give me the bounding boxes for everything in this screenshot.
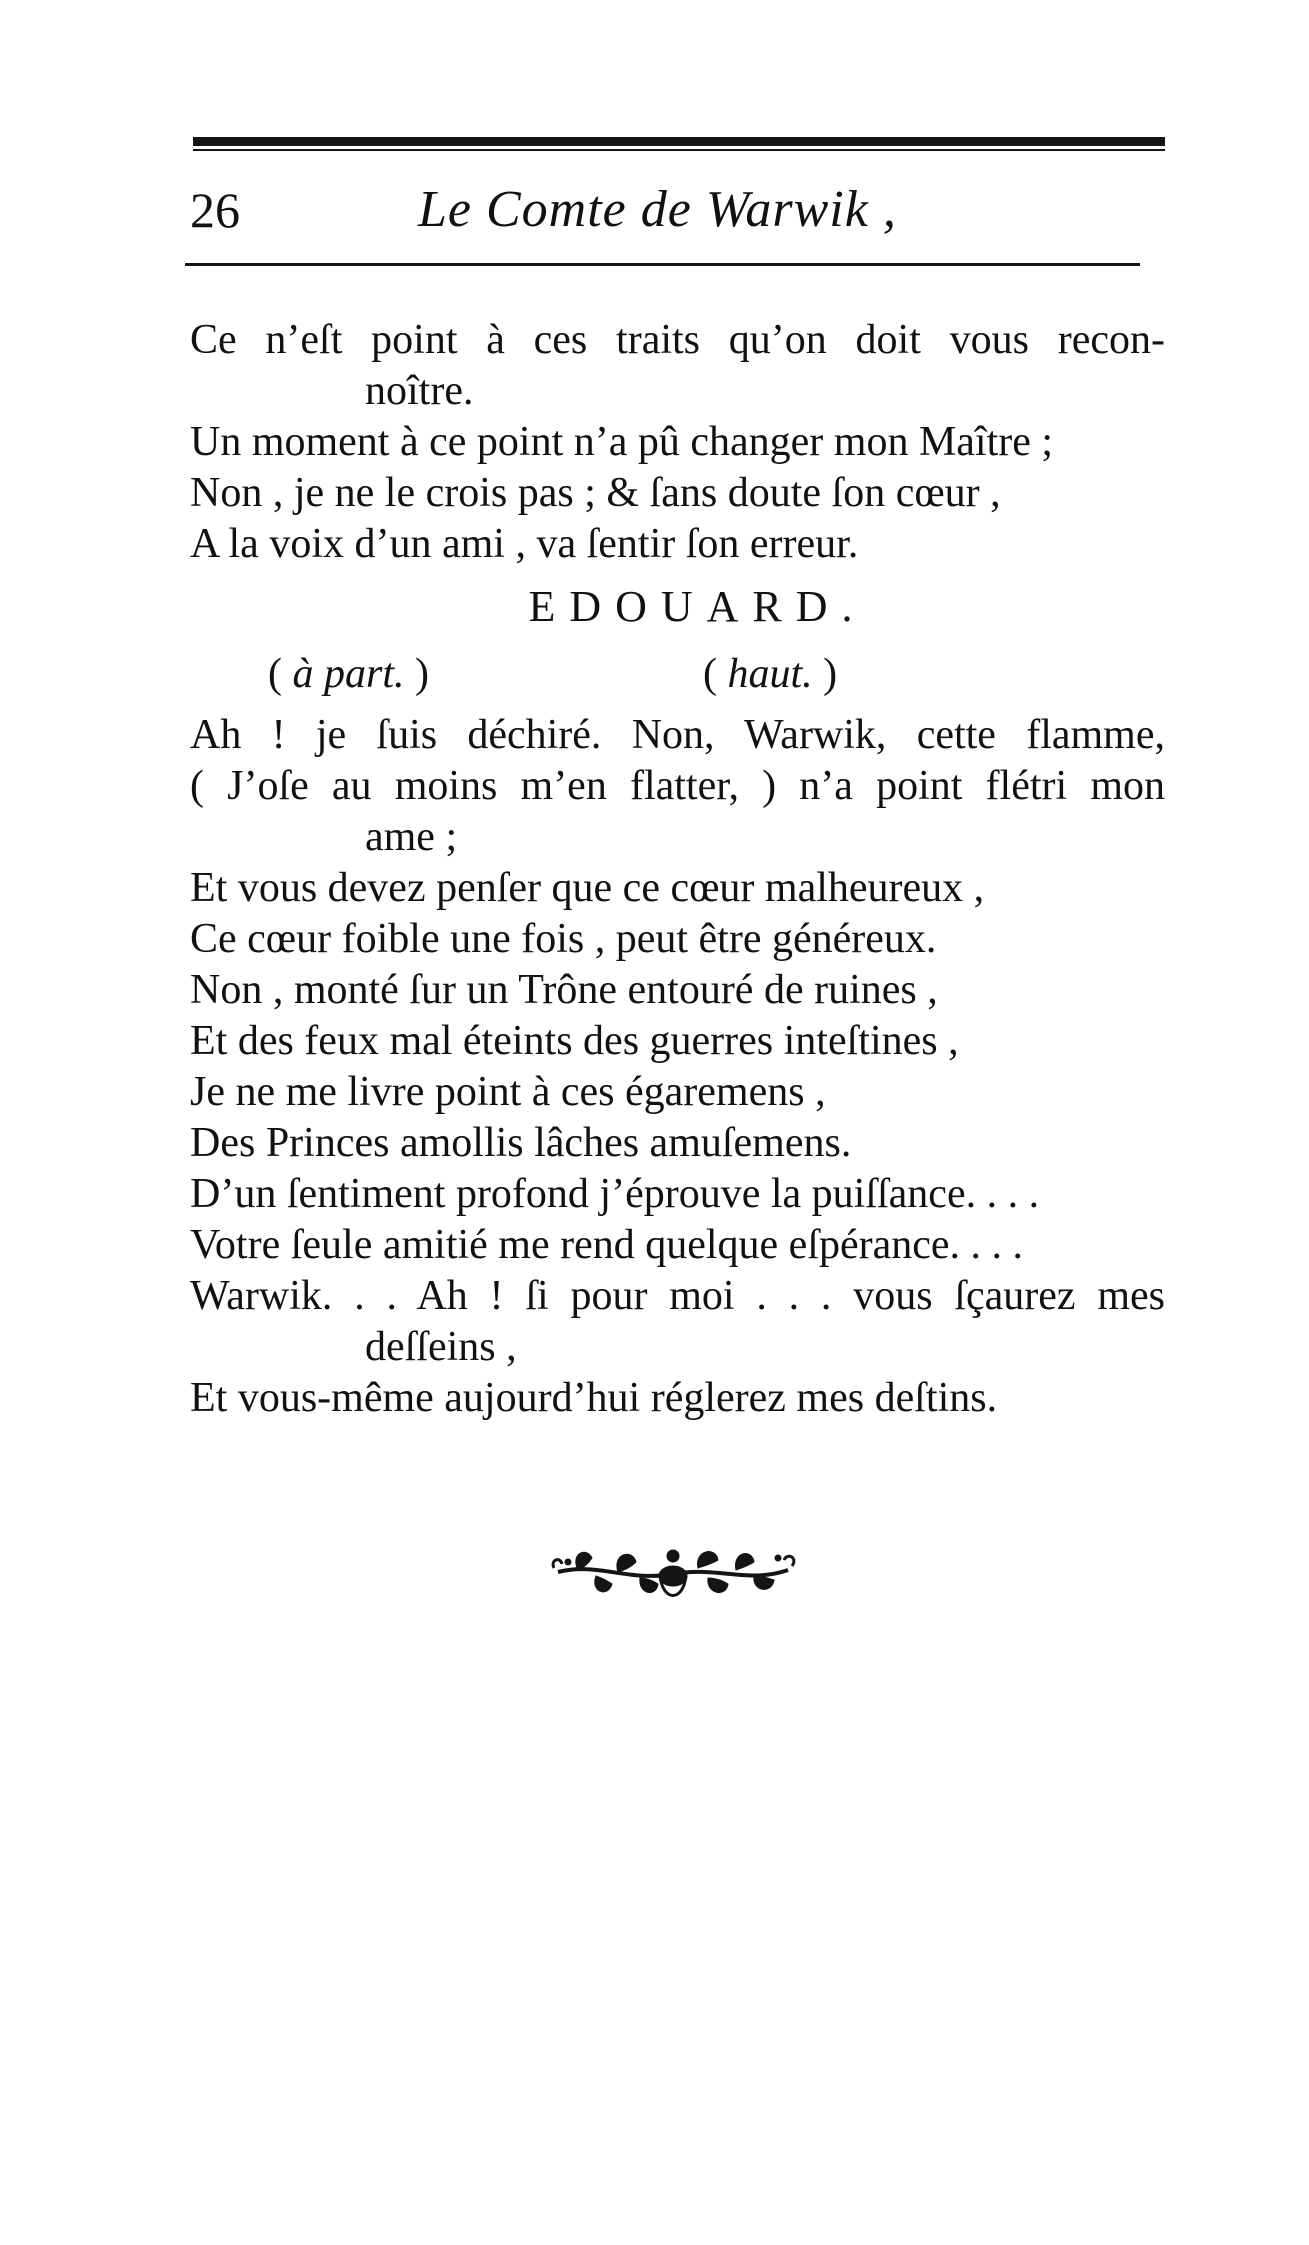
verse-line-continuation: noître. [365, 368, 474, 414]
speaker-name: EDOUARD. [528, 582, 867, 631]
page-number: 26 [190, 182, 240, 238]
header-rule-bottom [185, 263, 1140, 266]
verse-line: Et des feux mal éteints des guerres inteſtines , [190, 1018, 959, 1064]
floral-ornament-icon [548, 1532, 798, 1612]
stage-direction-aloud: ( haut. ) [703, 651, 838, 697]
verse-line: Un moment à ce point n’a pû changer mon Maître ; [190, 419, 1054, 465]
verse-line: Des Princes amollis lâches amuſemens. [190, 1120, 852, 1166]
verse-line: Non , je ne le crois pas ; & ſans doute ſon cœur , [190, 470, 1001, 516]
verse-line: Non , monté ſur un Trône entouré de ruines , [190, 967, 938, 1013]
verse-line: Et vous-même aujourd’hui réglerez mes deſtins. [190, 1375, 998, 1421]
header-rule-thin [193, 149, 1165, 151]
stage-direction-aside: ( à part. ) [268, 651, 430, 697]
running-head [190, 180, 1150, 240]
verse-line: ( J’oſe au moins m’en flatter, ) n’a point flétri mon [190, 763, 1165, 809]
verse-line: Ce cœur foible une fois , peut être généreux. [190, 916, 937, 962]
header-rule-thick [193, 137, 1165, 146]
verse-line: Je ne me livre point à ces égaremens , [190, 1069, 826, 1115]
verse-line: Ah ! je ſuis déchiré. Non, Warwik, cette flamme, [190, 712, 1165, 758]
verse-line: Warwik. . . Ah ! ſi pour moi . . . vous ſçaurez mes [190, 1273, 1165, 1319]
running-title: Le Comte de Warwik , [418, 181, 897, 238]
verse-line: A la voix d’un ami , va ſentir ſon erreur. [190, 521, 859, 567]
verse-line-continuation: ame ; [365, 814, 458, 860]
verse-line: D’un ſentiment profond j’éprouve la puiſſance. . . . [190, 1171, 1040, 1217]
verse-line: Ce n’eſt point à ces traits qu’on doit vous recon- [190, 317, 1165, 363]
verse-line-continuation: deſſeins , [365, 1324, 517, 1370]
verse-line: Et vous devez penſer que ce cœur malheureux , [190, 865, 985, 911]
verse-line: Votre ſeule amitié me rend quelque eſpérance. . . . [190, 1222, 1024, 1268]
verse-text [190, 315, 1165, 1424]
stage-directions [190, 644, 1165, 704]
